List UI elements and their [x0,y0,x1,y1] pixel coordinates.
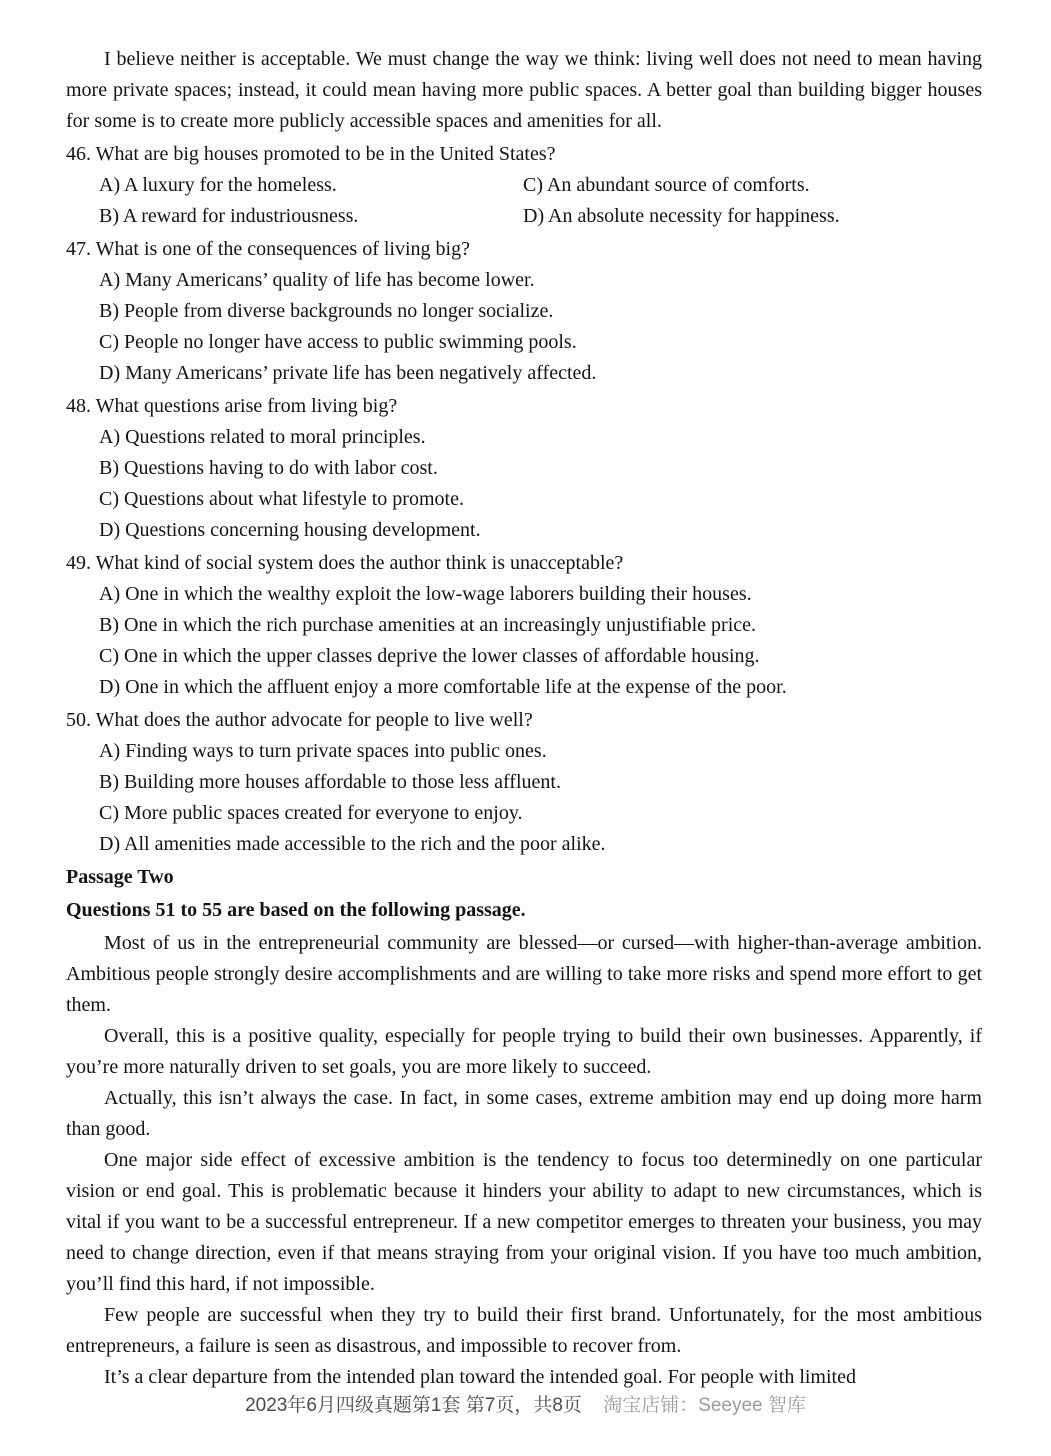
option-label: B) [99,205,119,227]
option-text: Questions related to moral principles. [125,426,426,448]
option-text: An abundant source of comforts. [546,174,810,196]
option-label: B) [99,614,119,636]
passage-paragraph: Actually, this isn’t always the case. In fact, in some cases, extreme ambition may end up doing more harm than good. [66,1087,982,1140]
passage-two-heading: Passage Two [66,866,174,888]
option-label: D) [523,205,545,227]
option-text: A reward for industriousness. [122,205,359,227]
question-stem: What does the author advocate for people to live well? [95,709,533,731]
page-content [66,44,982,1393]
options [99,265,982,389]
options [99,170,982,232]
option-C [99,798,982,829]
passage-paragraph: Overall, this is a positive quality, especially for people trying to build their own businesses. Apparently, if you’re more naturally driven to set goals, you are more likely to succeed. [66,1025,982,1078]
option-label: C) [99,331,119,353]
question-stem: What kind of social system does the author think is unacceptable? [95,552,624,574]
option-A [99,579,982,610]
question-number: 50. [66,709,91,731]
option-label: B) [99,457,119,479]
option-D [99,515,982,546]
intro-paragraph: I believe neither is acceptable. We must change the way we think: living well does not need to mean having more private spaces; instead, it could mean having more public spaces. A better goal than building bigger houses for some is to create more publicly accessible spaces and amenities for all. [66,48,982,132]
option-D [99,829,982,860]
question-48 [66,391,982,546]
option-text: Questions about what lifestyle to promote. [124,488,464,510]
question-stem-line [66,139,982,170]
option-text: Building more houses affordable to those less affluent. [124,771,561,793]
question-stem: What are big houses promoted to be in the United States? [95,143,556,165]
option-text: An absolute necessity for happiness. [548,205,840,227]
option-C [523,170,982,201]
option-label: B) [99,771,119,793]
options [99,579,982,703]
option-D [523,201,982,232]
option-label: B) [99,300,119,322]
passage-two-note: Questions 51 to 55 are based on the following passage. [66,899,526,921]
option-label: A) [99,583,121,605]
footer-shop-info: 淘宝店铺：Seeyee 智库 [603,1394,806,1416]
passage-paragraph: It’s a clear departure from the intended plan toward the intended goal. For people with limited [104,1366,856,1388]
question-stem-line [66,548,982,579]
option-C [99,641,982,672]
question-number: 46. [66,143,91,165]
question-stem: What is one of the consequences of living big? [95,238,470,260]
question-number: 48. [66,395,91,417]
option-C [99,484,982,515]
option-A [99,736,982,767]
option-label: D) [99,833,121,855]
option-B [99,453,982,484]
option-A [99,170,523,201]
passage-paragraph: One major side effect of excessive ambition is the tendency to focus too determinedly on one particular vision or end goal. This is problematic because it hinders your ability to adapt to new circumstances, which is vital if you want to be a successful entrepreneur. If a new competitor emerges to threaten your business, you may need to change direction, even if that means straying from your original vision. If you have too much ambition, you’ll find this hard, if not impossible. [66,1149,982,1295]
passage-two-paragraphs [66,928,982,1393]
option-text: One in which the rich purchase amenities at an increasingly unjustifiable price. [124,614,757,636]
question-stem-line [66,234,982,265]
option-text: One in which the upper classes deprive the lower classes of affordable housing. [124,645,760,667]
passage-paragraph: Few people are successful when they try to build their first brand. Unfortunately, for the most ambitious entrepreneurs, a failure is seen as disastrous, and impossible to recover from. [66,1304,982,1357]
question-number: 49. [66,552,91,574]
option-label: A) [99,174,121,196]
option-text: People no longer have access to public swimming pools. [124,331,577,353]
question-stem: What questions arise from living big? [95,395,398,417]
option-D [99,672,982,703]
page-footer [0,1391,1051,1420]
option-label: A) [99,740,121,762]
option-text: Questions having to do with labor cost. [124,457,438,479]
question-stem-line [66,705,982,736]
option-text: Questions concerning housing development. [125,519,481,541]
option-label: C) [99,645,119,667]
option-B [99,610,982,641]
option-B [99,201,523,232]
option-text: Many Americans’ quality of life has become lower. [125,269,535,291]
question-stem-line [66,391,982,422]
options [99,422,982,546]
options [99,736,982,860]
option-text: Many Americans’ private life has been negatively affected. [125,362,597,384]
option-label: A) [99,269,121,291]
option-label: C) [523,174,543,196]
option-A [99,422,982,453]
footer-page-info: 2023年6月四级真题第1套 第7页，共8页 [245,1394,582,1416]
option-text: One in which the wealthy exploit the low-wage laborers building their houses. [125,583,752,605]
option-label: A) [99,426,121,448]
option-label: D) [99,362,121,384]
option-B [99,767,982,798]
option-text: One in which the affluent enjoy a more comfortable life at the expense of the poor. [125,676,787,698]
option-C [99,327,982,358]
option-text: People from diverse backgrounds no longer socialize. [124,300,554,322]
question-46 [66,139,982,232]
option-text: Finding ways to turn private spaces into public ones. [125,740,547,762]
option-D [99,358,982,389]
option-text: More public spaces created for everyone to enjoy. [124,802,523,824]
option-label: C) [99,488,119,510]
option-text: All amenities made accessible to the rich and the poor alike. [124,833,606,855]
passage-paragraph: Most of us in the entrepreneurial community are blessed—or cursed—with higher-than-average ambition. Ambitious people strongly desire accomplishments and are willing to take more risks and spend more effort to get them. [66,932,982,1016]
option-label: D) [99,519,121,541]
question-47 [66,234,982,389]
question-50 [66,705,982,860]
option-text: A luxury for the homeless. [124,174,337,196]
option-label: D) [99,676,121,698]
question-number: 47. [66,238,91,260]
questions-list [66,139,982,860]
option-B [99,296,982,327]
question-49 [66,548,982,703]
option-label: C) [99,802,119,824]
option-A [99,265,982,296]
